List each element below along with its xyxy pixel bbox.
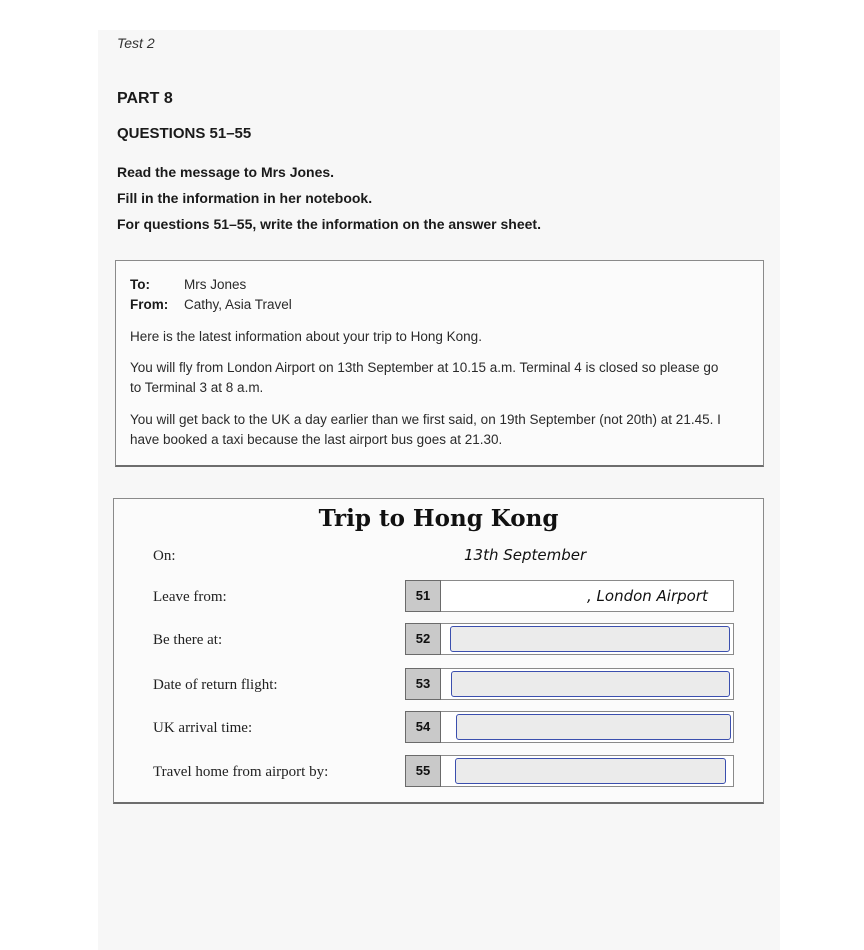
row-label-54: UK arrival time: — [153, 720, 253, 736]
part-title: PART 8 — [117, 90, 173, 107]
question-number-54: 54 — [405, 711, 441, 743]
leave-from-suffix: , London Airport — [587, 587, 708, 605]
instruction-2: Fill in the information in her notebook. — [117, 190, 373, 206]
answer-input-52[interactable] — [450, 626, 730, 652]
on-label: On: — [153, 548, 176, 564]
answer-input-53[interactable] — [451, 671, 730, 697]
instruction-1: Read the message to Mrs Jones. — [117, 164, 335, 180]
row-label-53: Date of return flight: — [153, 677, 278, 693]
on-value: 13th September — [464, 546, 587, 564]
message-paragraph-1: Here is the latest information about your trip to Hong Kong. — [130, 329, 482, 344]
instruction-3: For questions 51–55, write the information on the answer sheet. — [117, 216, 541, 232]
from-label: From: — [130, 297, 169, 312]
from-value: Cathy, Asia Travel — [184, 297, 292, 312]
message-from — [130, 295, 292, 315]
row-label-52: Be there at: — [153, 632, 223, 648]
question-number-55: 55 — [405, 755, 441, 787]
row-label-51: Leave from: — [153, 589, 227, 605]
questions-title: QUESTIONS 51–55 — [117, 125, 252, 142]
notebook-title: Trip to Hong Kong — [318, 505, 559, 532]
running-head: Test 2 — [117, 35, 155, 51]
question-number-53: 53 — [405, 668, 441, 700]
answer-input-54[interactable] — [456, 714, 731, 740]
answer-input-55[interactable] — [455, 758, 726, 784]
question-number-51: 51 — [405, 580, 441, 612]
question-number-52: 52 — [405, 623, 441, 655]
to-label: To: — [130, 277, 150, 292]
message-paragraph-2: You will fly from London Airport on 13th September at 10.15 a.m. Terminal 4 is closed so please go to Terminal 3 at 8 a.m. — [130, 360, 719, 395]
message-to — [130, 275, 246, 295]
to-value: Mrs Jones — [184, 277, 247, 292]
row-label-55: Travel home from airport by: — [153, 764, 329, 780]
message-paragraph-3: You will get back to the UK a day earlier than we first said, on 19th September (not 20th) at 21.45. I have booked a taxi because the last airport bus goes at 21.30. — [130, 412, 721, 447]
